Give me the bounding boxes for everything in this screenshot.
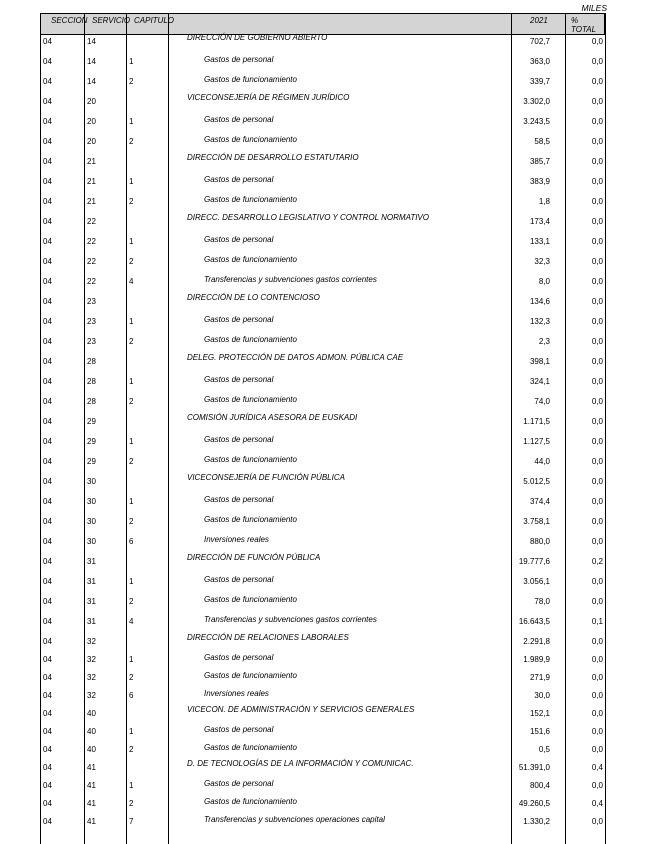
servicio-cell: 20 — [87, 137, 96, 146]
descripcion-cell: DIRECCIÓN DE DESARROLLO ESTATUTARIO — [187, 153, 359, 162]
pct-cell: 0,0 — [591, 277, 603, 286]
seccion-cell: 04 — [43, 217, 52, 226]
capitulo-cell: 2 — [129, 673, 134, 682]
importe-cell: 339,7 — [529, 77, 550, 86]
servicio-cell: 31 — [87, 597, 96, 606]
table-row — [40, 275, 605, 289]
descripcion-cell: DIRECC. DESARROLLO LEGISLATIVO Y CONTROL NORMATIVO — [187, 213, 429, 222]
table-row — [40, 315, 605, 329]
seccion-cell: 04 — [43, 637, 52, 646]
importe-cell: 800,4 — [529, 781, 550, 790]
seccion-cell: 04 — [43, 477, 52, 486]
table-row — [40, 575, 605, 589]
seccion-cell: 04 — [43, 817, 52, 826]
header-seccion: SECCION — [51, 16, 88, 25]
seccion-cell: 04 — [43, 691, 52, 700]
seccion-cell: 04 — [43, 799, 52, 808]
pct-cell: 0,0 — [591, 357, 603, 366]
servicio-cell: 21 — [87, 177, 96, 186]
seccion-cell: 04 — [43, 397, 52, 406]
capitulo-cell: 2 — [129, 397, 134, 406]
descripcion-cell: DIRECCIÓN DE FUNCIÓN PÚBLICA — [187, 553, 321, 562]
descripcion-cell: Transferencias y subvenciones gastos corrientes — [204, 615, 377, 624]
seccion-cell: 04 — [43, 537, 52, 546]
pct-cell: 0,0 — [591, 337, 603, 346]
table-row — [40, 515, 605, 529]
importe-cell: 0,5 — [538, 745, 550, 754]
table-row — [40, 635, 605, 649]
pct-cell: 0,0 — [591, 517, 603, 526]
pct-cell: 0,0 — [591, 377, 603, 386]
capitulo-cell: 1 — [129, 177, 134, 186]
table-row — [40, 415, 605, 429]
pct-cell: 0,0 — [591, 673, 603, 682]
pct-cell: 0,0 — [591, 477, 603, 486]
descripcion-cell: Gastos de personal — [204, 575, 274, 584]
descripcion-cell: DIRECCIÓN DE GOBIERNO ABIERTO — [187, 33, 328, 42]
seccion-cell: 04 — [43, 437, 52, 446]
servicio-cell: 30 — [87, 517, 96, 526]
importe-cell: 2.291,8 — [523, 637, 550, 646]
capitulo-cell: 1 — [129, 655, 134, 664]
servicio-cell: 40 — [87, 727, 96, 736]
table-row — [40, 35, 605, 49]
servicio-cell: 22 — [87, 257, 96, 266]
table-row — [40, 455, 605, 469]
servicio-cell: 23 — [87, 337, 96, 346]
servicio-cell: 41 — [87, 817, 96, 826]
table-row — [40, 535, 605, 549]
pct-cell: 0,0 — [591, 57, 603, 66]
importe-cell: 152,1 — [529, 709, 550, 718]
pct-cell: 0,0 — [591, 781, 603, 790]
seccion-cell: 04 — [43, 337, 52, 346]
descripcion-cell: Gastos de personal — [204, 235, 274, 244]
importe-cell: 385,7 — [529, 157, 550, 166]
importe-cell: 58,5 — [534, 137, 550, 146]
descripcion-cell: Gastos de funcionamiento — [204, 395, 297, 404]
servicio-cell: 21 — [87, 197, 96, 206]
capitulo-cell: 1 — [129, 237, 134, 246]
pct-cell: 0,0 — [591, 197, 603, 206]
importe-cell: 30,0 — [534, 691, 550, 700]
descripcion-cell: Gastos de personal — [204, 55, 274, 64]
pct-cell: 0,0 — [591, 437, 603, 446]
pct-cell: 0,0 — [591, 457, 603, 466]
descripcion-cell: VICECONSEJERÍA DE RÉGIMEN JURÍDICO — [187, 93, 350, 102]
capitulo-cell: 6 — [129, 691, 134, 700]
descripcion-cell: Transferencias y subvenciones gastos corrientes — [204, 275, 377, 284]
table-row — [40, 155, 605, 169]
seccion-cell: 04 — [43, 763, 52, 772]
descripcion-cell: Transferencias y subvenciones operaciones capital — [204, 815, 385, 824]
servicio-cell: 22 — [87, 237, 96, 246]
importe-cell: 1.171,5 — [523, 417, 550, 426]
table-row — [40, 295, 605, 309]
importe-cell: 151,6 — [529, 727, 550, 736]
seccion-cell: 04 — [43, 781, 52, 790]
header-servicio: SERVICIO — [92, 16, 131, 25]
seccion-cell: 04 — [43, 137, 52, 146]
pct-cell: 0,0 — [591, 177, 603, 186]
capitulo-cell: 2 — [129, 517, 134, 526]
table-row — [40, 95, 605, 109]
importe-cell: 44,0 — [534, 457, 550, 466]
servicio-cell: 32 — [87, 691, 96, 700]
capitulo-cell: 4 — [129, 617, 134, 626]
importe-cell: 271,9 — [529, 673, 550, 682]
pct-cell: 0,0 — [591, 745, 603, 754]
seccion-cell: 04 — [43, 297, 52, 306]
descripcion-cell: Gastos de personal — [204, 375, 274, 384]
servicio-cell: 28 — [87, 357, 96, 366]
importe-cell: 880,0 — [529, 537, 550, 546]
descripcion-cell: Gastos de personal — [204, 779, 274, 788]
capitulo-cell: 2 — [129, 337, 134, 346]
pct-cell: 0,0 — [591, 709, 603, 718]
table-row — [40, 235, 605, 249]
seccion-cell: 04 — [43, 237, 52, 246]
descripcion-cell: Gastos de funcionamiento — [204, 135, 297, 144]
capitulo-cell: 1 — [129, 727, 134, 736]
descripcion-cell: Gastos de funcionamiento — [204, 595, 297, 604]
capitulo-cell: 6 — [129, 537, 134, 546]
descripcion-cell: Gastos de personal — [204, 115, 274, 124]
servicio-cell: 32 — [87, 655, 96, 664]
seccion-cell: 04 — [43, 709, 52, 718]
pct-cell: 0,0 — [591, 817, 603, 826]
servicio-cell: 32 — [87, 673, 96, 682]
seccion-cell: 04 — [43, 97, 52, 106]
seccion-cell: 04 — [43, 277, 52, 286]
pct-cell: 0,0 — [591, 397, 603, 406]
pct-cell: 0,0 — [591, 637, 603, 646]
importe-cell: 134,6 — [529, 297, 550, 306]
seccion-cell: 04 — [43, 357, 52, 366]
seccion-cell: 04 — [43, 597, 52, 606]
table-row — [40, 797, 605, 811]
capitulo-cell: 2 — [129, 799, 134, 808]
descripcion-cell: Gastos de personal — [204, 495, 274, 504]
pct-cell: 0,0 — [591, 597, 603, 606]
table-row — [40, 395, 605, 409]
servicio-cell: 31 — [87, 557, 96, 566]
seccion-cell: 04 — [43, 577, 52, 586]
descripcion-cell: DELEG. PROTECCIÓN DE DATOS ADMON. PÚBLICA CAE — [187, 353, 404, 362]
capitulo-cell: 2 — [129, 597, 134, 606]
capitulo-cell: 1 — [129, 317, 134, 326]
importe-cell: 3.056,1 — [523, 577, 550, 586]
descripcion-cell: DIRECCIÓN DE LO CONTENCIOSO — [187, 293, 320, 302]
table-row — [40, 195, 605, 209]
importe-cell: 3.243,5 — [523, 117, 550, 126]
importe-cell: 32,3 — [534, 257, 550, 266]
descripcion-cell: Gastos de funcionamiento — [204, 255, 297, 264]
table-row — [40, 761, 605, 775]
capitulo-cell: 1 — [129, 57, 134, 66]
descripcion-cell: Gastos de personal — [204, 435, 274, 444]
capitulo-cell: 1 — [129, 497, 134, 506]
servicio-cell: 20 — [87, 97, 96, 106]
table-row — [40, 255, 605, 269]
seccion-cell: 04 — [43, 77, 52, 86]
descripcion-cell: VICECONSEJERÍA DE FUNCIÓN PÚBLICA — [187, 473, 345, 482]
table-row — [40, 779, 605, 793]
pct-cell: 0,0 — [591, 655, 603, 664]
servicio-cell: 22 — [87, 277, 96, 286]
descripcion-cell: Gastos de funcionamiento — [204, 743, 297, 752]
seccion-cell: 04 — [43, 417, 52, 426]
pct-cell: 0,0 — [591, 317, 603, 326]
seccion-cell: 04 — [43, 117, 52, 126]
importe-cell: 49.260,5 — [518, 799, 550, 808]
servicio-cell: 23 — [87, 317, 96, 326]
importe-cell: 19.777,6 — [518, 557, 550, 566]
importe-cell: 173,4 — [529, 217, 550, 226]
table-row — [40, 475, 605, 489]
importe-cell: 1.330,2 — [523, 817, 550, 826]
importe-cell: 1.127,5 — [523, 437, 550, 446]
servicio-cell: 40 — [87, 709, 96, 718]
descripcion-cell: Inversiones reales — [204, 689, 269, 698]
servicio-cell: 41 — [87, 781, 96, 790]
table-row — [40, 815, 605, 829]
seccion-cell: 04 — [43, 745, 52, 754]
table-row — [40, 725, 605, 739]
table-row — [40, 615, 605, 629]
servicio-cell: 28 — [87, 397, 96, 406]
seccion-cell: 04 — [43, 57, 52, 66]
seccion-cell: 04 — [43, 37, 52, 46]
descripcion-cell: Gastos de funcionamiento — [204, 75, 297, 84]
descripcion-cell: Inversiones reales — [204, 535, 269, 544]
pct-cell: 0,0 — [591, 257, 603, 266]
importe-cell: 78,0 — [534, 597, 550, 606]
importe-cell: 3.758,1 — [523, 517, 550, 526]
descripcion-cell: Gastos de funcionamiento — [204, 455, 297, 464]
servicio-cell: 29 — [87, 437, 96, 446]
capitulo-cell: 1 — [129, 117, 134, 126]
table-row — [40, 175, 605, 189]
seccion-cell: 04 — [43, 727, 52, 736]
table-row — [40, 495, 605, 509]
descripcion-cell: Gastos de funcionamiento — [204, 195, 297, 204]
table-row — [40, 671, 605, 685]
descripcion-cell: Gastos de personal — [204, 653, 274, 662]
pct-cell: 0,1 — [591, 617, 603, 626]
table-row — [40, 135, 605, 149]
importe-cell: 2,3 — [538, 337, 550, 346]
seccion-cell: 04 — [43, 557, 52, 566]
importe-cell: 383,9 — [529, 177, 550, 186]
importe-cell: 374,4 — [529, 497, 550, 506]
importe-cell: 74,0 — [534, 397, 550, 406]
servicio-cell: 14 — [87, 57, 96, 66]
capitulo-cell: 2 — [129, 137, 134, 146]
seccion-cell: 04 — [43, 257, 52, 266]
servicio-cell: 29 — [87, 457, 96, 466]
table-row — [40, 707, 605, 721]
seccion-cell: 04 — [43, 177, 52, 186]
seccion-cell: 04 — [43, 197, 52, 206]
pct-cell: 0,0 — [591, 297, 603, 306]
capitulo-cell: 4 — [129, 277, 134, 286]
header-year: 2021 — [530, 16, 548, 25]
descripcion-cell: Gastos de funcionamiento — [204, 335, 297, 344]
descripcion-cell: Gastos de funcionamiento — [204, 797, 297, 806]
servicio-cell: 40 — [87, 745, 96, 754]
capitulo-cell: 1 — [129, 781, 134, 790]
table-row — [40, 215, 605, 229]
descripcion-cell: Gastos de funcionamiento — [204, 515, 297, 524]
units-label: MILES — [581, 3, 607, 13]
descripcion-cell: Gastos de personal — [204, 725, 274, 734]
pct-cell: 0,0 — [591, 137, 603, 146]
importe-cell: 324,1 — [529, 377, 550, 386]
pct-cell: 0,0 — [591, 497, 603, 506]
importe-cell: 5.012,5 — [523, 477, 550, 486]
pct-cell: 0,2 — [591, 557, 603, 566]
pct-cell: 0,0 — [591, 237, 603, 246]
servicio-cell: 28 — [87, 377, 96, 386]
table-row — [40, 375, 605, 389]
capitulo-cell: 2 — [129, 457, 134, 466]
seccion-cell: 04 — [43, 377, 52, 386]
pct-cell: 0,0 — [591, 727, 603, 736]
pct-cell: 0,0 — [591, 117, 603, 126]
table-row — [40, 595, 605, 609]
importe-cell: 702,7 — [529, 37, 550, 46]
servicio-cell: 32 — [87, 637, 96, 646]
table-row — [40, 555, 605, 569]
pct-cell: 0,0 — [591, 417, 603, 426]
servicio-cell: 30 — [87, 537, 96, 546]
table-row — [40, 75, 605, 89]
pct-cell: 0,0 — [591, 691, 603, 700]
descripcion-cell: D. DE TECNOLOGÍAS DE LA INFORMACIÓN Y COMUNICAC. — [187, 759, 414, 768]
column-border — [605, 13, 606, 844]
importe-cell: 16.643,5 — [518, 617, 550, 626]
importe-cell: 51.391,0 — [518, 763, 550, 772]
seccion-cell: 04 — [43, 617, 52, 626]
seccion-cell: 04 — [43, 655, 52, 664]
descripcion-cell: Gastos de personal — [204, 175, 274, 184]
seccion-cell: 04 — [43, 673, 52, 682]
importe-cell: 1,8 — [538, 197, 550, 206]
servicio-cell: 14 — [87, 37, 96, 46]
pct-cell: 0,0 — [591, 37, 603, 46]
seccion-cell: 04 — [43, 317, 52, 326]
table-row — [40, 435, 605, 449]
servicio-cell: 29 — [87, 417, 96, 426]
importe-cell: 398,1 — [529, 357, 550, 366]
table-header — [40, 13, 605, 35]
table-row — [40, 115, 605, 129]
servicio-cell: 23 — [87, 297, 96, 306]
capitulo-cell: 2 — [129, 257, 134, 266]
capitulo-cell: 1 — [129, 377, 134, 386]
descripcion-cell: Gastos de funcionamiento — [204, 671, 297, 680]
servicio-cell: 41 — [87, 799, 96, 808]
pct-cell: 0,0 — [591, 157, 603, 166]
importe-cell: 8,0 — [538, 277, 550, 286]
servicio-cell: 22 — [87, 217, 96, 226]
descripcion-cell: COMISIÓN JURÍDICA ASESORA DE EUSKADI — [187, 413, 358, 422]
pct-cell: 0,0 — [591, 97, 603, 106]
importe-cell: 1.989,9 — [523, 655, 550, 664]
header-capitulo: CAPITULO — [134, 16, 175, 25]
pct-cell: 0,4 — [591, 763, 603, 772]
descripcion-cell: Gastos de personal — [204, 315, 274, 324]
seccion-cell: 04 — [43, 497, 52, 506]
table-row — [40, 653, 605, 667]
table-row — [40, 743, 605, 757]
table-row — [40, 689, 605, 703]
capitulo-cell: 7 — [129, 817, 134, 826]
importe-cell: 363,0 — [529, 57, 550, 66]
table-row — [40, 335, 605, 349]
importe-cell: 132,3 — [529, 317, 550, 326]
importe-cell: 3.302,0 — [523, 97, 550, 106]
servicio-cell: 31 — [87, 617, 96, 626]
seccion-cell: 04 — [43, 517, 52, 526]
seccion-cell: 04 — [43, 457, 52, 466]
capitulo-cell: 2 — [129, 197, 134, 206]
pct-cell: 0,0 — [591, 537, 603, 546]
header-pct-total: % TOTAL — [571, 16, 597, 34]
pct-cell: 0,0 — [591, 217, 603, 226]
capitulo-cell: 1 — [129, 437, 134, 446]
pct-cell: 0,4 — [591, 799, 603, 808]
servicio-cell: 41 — [87, 763, 96, 772]
servicio-cell: 20 — [87, 117, 96, 126]
servicio-cell: 21 — [87, 157, 96, 166]
descripcion-cell: DIRECCIÓN DE RELACIONES LABORALES — [187, 633, 349, 642]
pct-cell: 0,0 — [591, 577, 603, 586]
capitulo-cell: 2 — [129, 745, 134, 754]
servicio-cell: 30 — [87, 497, 96, 506]
servicio-cell: 14 — [87, 77, 96, 86]
capitulo-cell: 1 — [129, 577, 134, 586]
table-row — [40, 355, 605, 369]
importe-cell: 133,1 — [529, 237, 550, 246]
capitulo-cell: 2 — [129, 77, 134, 86]
seccion-cell: 04 — [43, 157, 52, 166]
servicio-cell: 31 — [87, 577, 96, 586]
servicio-cell: 30 — [87, 477, 96, 486]
table-row — [40, 55, 605, 69]
descripcion-cell: VICECON. DE ADMINISTRACIÓN Y SERVICIOS GENERALES — [187, 705, 415, 714]
pct-cell: 0,0 — [591, 77, 603, 86]
